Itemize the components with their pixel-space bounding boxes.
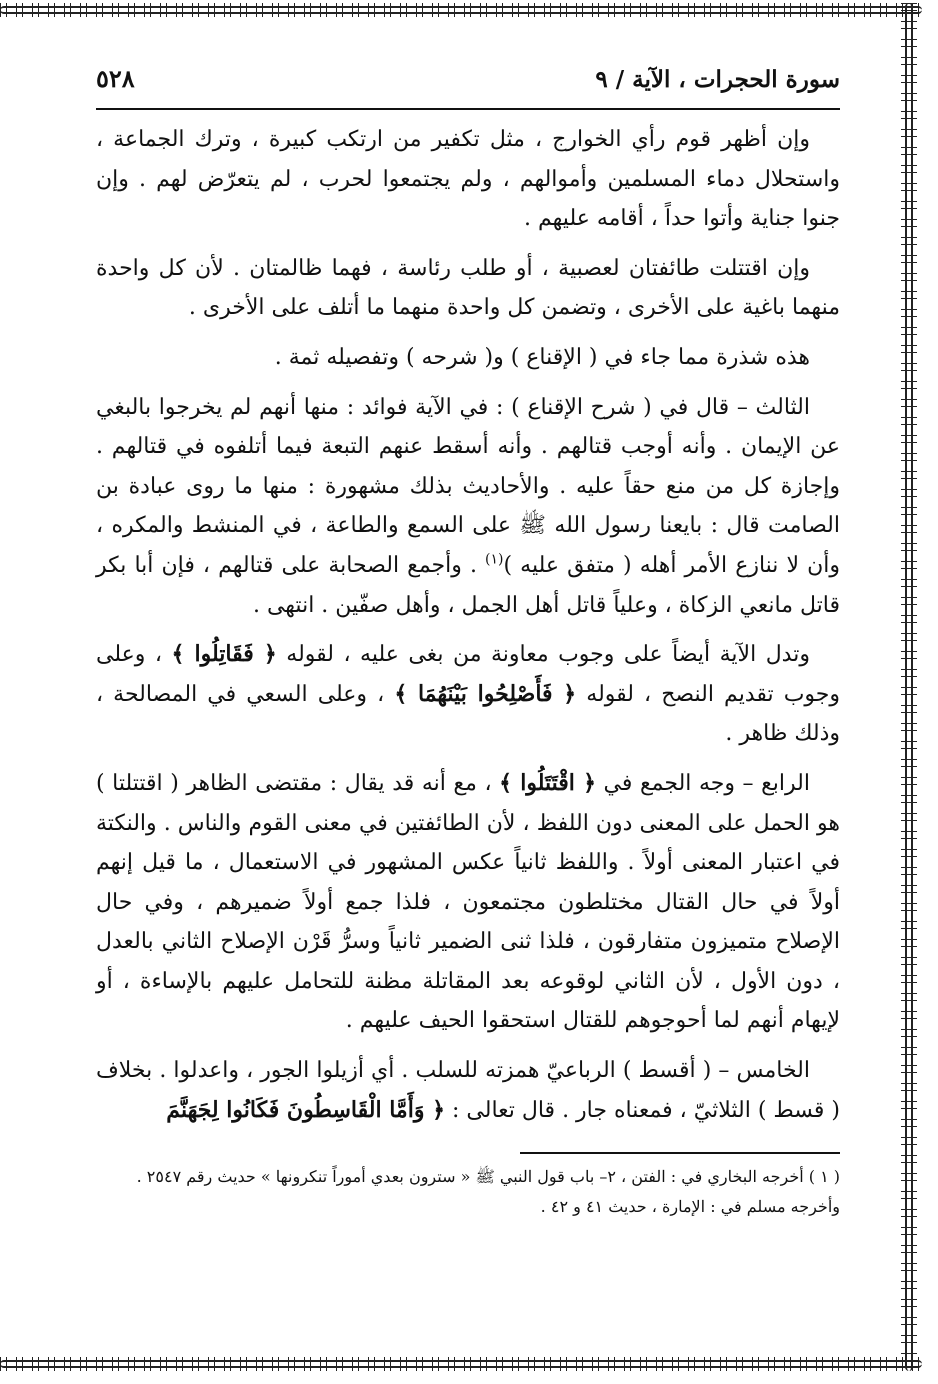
- page-border-right: [901, 3, 917, 1371]
- paragraph-text: وإن اقتتلت طائفتان لعصبية ، أو طلب رئاسة ، فهما ظالمتان . لأن كل واحدة منهما باغية على الأخرى ، وتضمن كل واحدة منهما ما أتلف على الأخرى .: [96, 255, 840, 321]
- paragraph: [96, 338, 840, 378]
- paragraph: [96, 635, 840, 754]
- paragraph: [96, 249, 840, 328]
- paragraph: [96, 388, 840, 626]
- header-rule: [96, 108, 840, 110]
- paragraph-text: . وأجمع الصحابة على قتالهم ، فإن أبا بكر قاتل مانعي الزكاة ، وعلياً قاتل أهل الجمل ، وأهل صفّين . انتهى .: [96, 552, 840, 618]
- book-page: [96, 64, 840, 1354]
- running-header: [96, 64, 840, 108]
- footnote-rule: [520, 1152, 840, 1154]
- paragraph: [96, 1051, 840, 1130]
- paragraph-text: ، مع أنه قد يقال : مقتضى الظاهر ( اقتتلتا ) هو الحمل على المعنى دون اللفظ ، لأن الطائفتين في معنى القوم والناس . والنكتة في اعتبار المعنى أولاً . واللفظ ثانياً عكس المشهور في الاستعمال ، ما قيل إنهم أولاً في حال القتال مختلطون مجتمعون ، فلذا جمع أولاً ضميرهم ، وفي حال الإصلاح متميزون متفارقون ، فلذا ثنى الضمير ثانياً وسرُّ قَرْن الإصلاح الثاني بالعدل ، دون الأول ، لأن الثاني لوقوعه بعد المقاتلة مظنة للتحامل عليهم بالإساءة ، أو لإيهام أنهم لما أحوجوهم للقتال استحقوا الحيف عليهم .: [96, 770, 840, 1034]
- paragraph-text: الخامس – ( أقسط ) الرباعيّ همزته للسلب . أي أزيلوا الجور ، واعدلوا . بخلاف ( قسط ) الثلاثيّ ، فمعناه جار . قال تعالى :: [96, 1058, 840, 1123]
- page-number: ٥٢٨: [96, 64, 135, 93]
- paragraph: [96, 764, 840, 1041]
- page-border-top: [0, 3, 922, 17]
- paragraph-text: ، وعلى السعي في المصالحة ، وذلك ظاهر .: [96, 681, 840, 747]
- paragraph-text: هذه شذرة مما جاء في ( الإقناع ) و( شرحه ) وتفصيله ثمة .: [274, 344, 810, 370]
- footnotes: [96, 1164, 840, 1220]
- footnote: ( ١ ) أخرجه البخاري في : الفتن ، ٢– باب قول النبي ﷺ « سترون بعدي أموراً تنكرونها » حديث رقم ٢٥٤٧ .: [136, 1167, 840, 1187]
- quran-quote: ﴿ فَأَصْلِحُوا بَيْنَهُمَا ﴾: [394, 680, 577, 707]
- page-border-bottom: [0, 1357, 922, 1371]
- paragraph-text: الثالث – قال في ( شرح الإقناع ) : في الآية فوائد : منها أنهم لم يخرجوا بالبغي عن الإيمان . وأنه أوجب قتالهم . وأنه أسقط عنهم التبعة فيما أتلفوه في قتالهم . وإجازة كل من منع حقاً عليه . والأحاديث بذلك مشهورة : منها ما روى عبادة بن الصامت قال : بايعنا رسول الله ﷺ على السمع والطاعة ، في المنشط والمكره ، وأن لا ننازع الأمر أهله ( متفق عليه ): [96, 394, 841, 578]
- quran-quote: ﴿ وَأَمَّا الْقَاسِطُونَ فَكَانُوا لِجَهَنَّمَ: [166, 1096, 445, 1123]
- header-title: سورة الحجرات ، الآية / ٩: [595, 66, 840, 93]
- paragraph-text: الرابع – وجه الجمع في: [596, 770, 810, 796]
- footnote: وأخرجه مسلم في : الإمارة ، حديث ٤١ و ٤٢ .: [540, 1197, 840, 1217]
- paragraph: [96, 120, 840, 239]
- quran-quote: ﴿ اقْتَتَلُوا ﴾: [499, 769, 596, 796]
- quran-quote: ﴿ فَقَاتِلُوا ﴾: [171, 641, 277, 668]
- body-text: [96, 120, 840, 1130]
- footnote-reference: (١): [485, 551, 504, 568]
- paragraph-text: وإن أظهر قوم رأي الخوارج ، مثل تكفير من ارتكب كبيرة ، وترك الجماعة ، واستحلال دماء المسلمين وأموالهم ، ولم يجتمعوا لحرب ، لم يتعرّض لهم . وإن جنوا جناية وأتوا حداً ، أقامه عليهم .: [96, 127, 840, 232]
- paragraph-text: وتدل الآية أيضاً على وجوب معاونة من بغى عليه ، لقوله: [276, 642, 810, 668]
- paragraph-text: ، وعلى وجوب تقديم النصح ، لقوله: [96, 642, 840, 707]
